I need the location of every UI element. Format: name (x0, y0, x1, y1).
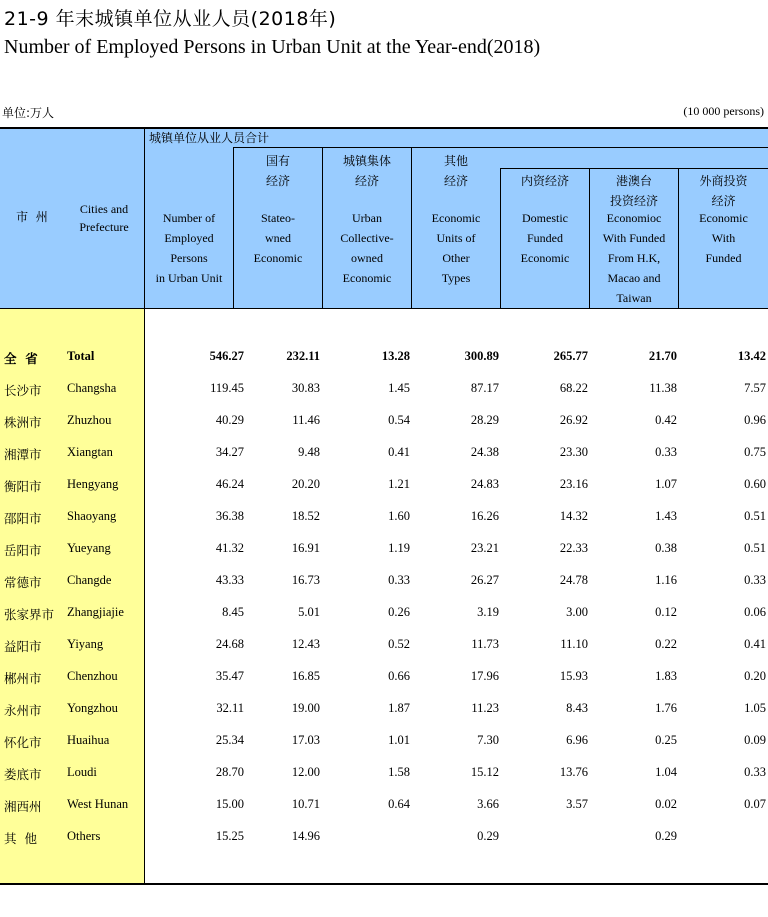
row-value: 17.96 (470, 669, 499, 683)
table-row (0, 599, 768, 631)
row-value: 1.01 (388, 733, 410, 747)
row-value: 0.29 (655, 829, 677, 843)
row-region-cn: 岳阳市 (4, 543, 42, 558)
row-value: 0.22 (655, 637, 677, 651)
unit-label-en: (10 000 persons) (683, 104, 764, 118)
row-region-cn: 张家界市 (4, 607, 55, 622)
row-value: 24.68 (215, 637, 244, 651)
header-collective-en: Economic (342, 271, 392, 285)
header-other-en: Units of (436, 231, 476, 245)
table-row (0, 631, 768, 663)
table-row (0, 759, 768, 791)
row-value: 11.38 (649, 381, 677, 395)
row-region-cn: 株洲市 (4, 415, 42, 430)
rule-v-5 (589, 168, 590, 308)
header-total-en: Number of (162, 211, 216, 225)
row-value: 1.76 (655, 701, 677, 715)
row-value: 11.46 (292, 413, 320, 427)
rule-header-bottom (0, 308, 768, 309)
row-region-en: Huaihua (67, 733, 110, 747)
header-region-cn: 市 州 (16, 210, 48, 224)
header-total-en: Persons (170, 251, 208, 265)
row-value: 24.78 (559, 573, 588, 587)
row-value: 23.21 (470, 541, 499, 555)
table-row (0, 695, 768, 727)
row-value: 0.12 (655, 605, 677, 619)
row-value: 24.83 (470, 477, 499, 491)
header-foreign-en: Funded (705, 251, 742, 265)
row-value: 8.45 (222, 605, 244, 619)
row-value: 16.73 (291, 573, 320, 587)
row-region-en: Loudi (67, 765, 97, 779)
row-value: 5.01 (298, 605, 320, 619)
row-value: 11.23 (471, 701, 499, 715)
header-foreign-en: Economic (699, 211, 748, 225)
header-domestic-en: Economic (520, 251, 570, 265)
row-value: 36.38 (215, 509, 244, 523)
row-value: 1.05 (744, 701, 766, 715)
row-value: 15.12 (470, 765, 499, 779)
header-hmt-en: From H.K, (607, 251, 661, 265)
rule-v-3 (411, 147, 412, 308)
row-value: 32.11 (216, 701, 244, 715)
table-row (0, 503, 768, 535)
row-value: 0.38 (655, 541, 677, 555)
row-value: 8.43 (566, 701, 588, 715)
row-value: 1.19 (388, 541, 410, 555)
row-value: 0.42 (655, 413, 677, 427)
row-value: 3.00 (566, 605, 588, 619)
row-value: 0.09 (744, 733, 766, 747)
row-value: 0.29 (477, 829, 499, 843)
row-value: 265.77 (553, 349, 588, 363)
header-hmt-en: Macao and (607, 271, 661, 285)
row-value: 13.28 (381, 349, 410, 363)
row-value: 0.02 (655, 797, 677, 811)
table-row (0, 791, 768, 823)
row-value: 0.60 (744, 477, 766, 491)
row-region-en: Zhangjiajie (67, 605, 124, 619)
row-value: 23.16 (559, 477, 588, 491)
row-value: 1.87 (388, 701, 410, 715)
header-other-en: Economic (431, 211, 481, 225)
header-region-en-2: Prefecture (79, 220, 129, 234)
row-value: 1.45 (388, 381, 410, 395)
row-value: 24.38 (470, 445, 499, 459)
row-value: 0.33 (744, 765, 766, 779)
row-region-cn: 长沙市 (4, 383, 42, 398)
row-value: 14.32 (559, 509, 588, 523)
row-value: 18.52 (291, 509, 320, 523)
row-value: 20.20 (291, 477, 320, 491)
rule-v-6 (678, 168, 679, 308)
row-value: 34.27 (215, 445, 244, 459)
row-value: 19.00 (291, 701, 320, 715)
row-value: 300.89 (464, 349, 499, 363)
row-region-cn: 永州市 (4, 703, 42, 718)
row-value: 0.52 (388, 637, 410, 651)
table-row (0, 535, 768, 567)
header-hmt-cn: 港澳台 (615, 174, 652, 188)
header-collective-en: Urban (352, 211, 382, 225)
header-domestic-en: Funded (527, 231, 563, 245)
row-region-cn: 衡阳市 (4, 479, 42, 494)
row-region-en: Changde (67, 573, 112, 587)
row-region-en: Yueyang (67, 541, 111, 555)
table-row (0, 343, 768, 375)
row-value: 0.66 (388, 669, 410, 683)
header-foreign-en: With (711, 231, 736, 245)
table-row (0, 663, 768, 695)
header-hmt-cn: 投资经济 (609, 194, 658, 208)
table-row (0, 439, 768, 471)
row-value: 16.26 (470, 509, 499, 523)
rule-v-region (144, 127, 145, 885)
row-value: 7.30 (477, 733, 499, 747)
row-region-cn: 郴州市 (4, 671, 42, 686)
row-value: 3.57 (566, 797, 588, 811)
row-region-en: Yongzhou (67, 701, 118, 715)
header-total-en: in Urban Unit (155, 271, 223, 285)
header-hmt-en: Economioc (606, 211, 662, 225)
table-row (0, 407, 768, 439)
row-region-cn: 全 省 (4, 351, 38, 366)
row-value: 15.93 (559, 669, 588, 683)
header-group-total: 城镇单位从业人员合计 (149, 131, 270, 145)
header-other-cn: 其他 (443, 154, 468, 168)
header-state-en: Economic (253, 251, 303, 265)
row-value: 1.04 (655, 765, 677, 779)
row-value: 0.96 (744, 413, 766, 427)
header-domestic-cn: 内资经济 (520, 174, 569, 188)
header-state-cn: 经济 (265, 174, 290, 188)
header-other-en: Other (442, 251, 470, 265)
row-region-cn: 怀化市 (4, 735, 42, 750)
row-value: 0.51 (744, 541, 766, 555)
row-value: 0.25 (655, 733, 677, 747)
row-value: 14.96 (291, 829, 320, 843)
table-row (0, 375, 768, 407)
row-region-cn: 湘西州 (4, 799, 42, 814)
row-value: 0.41 (388, 445, 410, 459)
header-hmt-en: Taiwan (616, 291, 652, 305)
row-value: 1.16 (655, 573, 677, 587)
row-region-en: Shaoyang (67, 509, 117, 523)
row-value: 17.03 (291, 733, 320, 747)
row-value: 30.83 (291, 381, 320, 395)
row-value: 21.70 (648, 349, 677, 363)
row-value: 1.60 (388, 509, 410, 523)
employment-table (0, 127, 768, 885)
row-value: 3.66 (477, 797, 499, 811)
row-value: 26.27 (470, 573, 499, 587)
row-value: 0.64 (388, 797, 410, 811)
header-collective-en: Collective- (340, 231, 394, 245)
row-region-en: Changsha (67, 381, 117, 395)
row-region-cn: 娄底市 (4, 767, 42, 782)
row-region-cn: 其 他 (4, 831, 37, 846)
row-region-en: Total (67, 349, 95, 363)
rule-group (233, 147, 768, 148)
row-value: 87.17 (470, 381, 499, 395)
row-value: 1.07 (655, 477, 677, 491)
row-region-en: Yiyang (67, 637, 104, 651)
header-collective-cn: 城镇集体 (342, 154, 391, 168)
row-value: 0.20 (744, 669, 766, 683)
row-value: 3.19 (477, 605, 499, 619)
row-value: 7.57 (744, 381, 766, 395)
row-value: 15.00 (215, 797, 244, 811)
row-value: 0.26 (388, 605, 410, 619)
row-value: 0.51 (744, 509, 766, 523)
row-region-en: West Hunan (67, 797, 129, 811)
header-domestic-en: Domestic (522, 211, 568, 225)
row-value: 16.85 (291, 669, 320, 683)
header-other-en: Types (441, 271, 471, 285)
row-value: 28.70 (215, 765, 244, 779)
row-value: 1.21 (388, 477, 410, 491)
row-region-en: Zhuzhou (67, 413, 112, 427)
rule-v-4 (500, 168, 501, 308)
header-state-en: wned (265, 231, 291, 245)
rule-bottom (0, 883, 768, 885)
header-region-en-1: Cities and (79, 202, 129, 216)
row-value: 1.58 (388, 765, 410, 779)
row-value: 43.33 (215, 573, 244, 587)
row-value: 0.33 (388, 573, 410, 587)
row-value: 0.54 (388, 413, 410, 427)
rule-v-1 (233, 147, 234, 308)
row-value: 119.45 (210, 381, 244, 395)
row-value: 0.75 (744, 445, 766, 459)
row-value: 68.22 (559, 381, 588, 395)
row-value: 13.76 (559, 765, 588, 779)
header-state-en: Stateo- (261, 211, 295, 225)
row-value: 546.27 (209, 349, 244, 363)
row-region-cn: 湘潭市 (4, 447, 42, 462)
header-state-cn: 国有 (265, 154, 290, 168)
row-region-cn: 邵阳市 (4, 511, 42, 526)
row-value: 46.24 (215, 477, 244, 491)
row-value: 9.48 (298, 445, 320, 459)
row-value: 1.43 (655, 509, 677, 523)
table-row (0, 567, 768, 599)
row-value: 28.29 (470, 413, 499, 427)
row-value: 26.92 (559, 413, 588, 427)
row-value: 23.30 (559, 445, 588, 459)
row-value: 0.06 (744, 605, 766, 619)
page-title-en: Number of Employed Persons in Urban Unit at the Year-end(2018) (4, 36, 541, 58)
row-value: 41.32 (215, 541, 244, 555)
table-row (0, 471, 768, 503)
rule-top (0, 127, 768, 129)
row-value: 40.29 (215, 413, 244, 427)
row-region-en: Xiangtan (67, 445, 113, 459)
row-value: 232.11 (286, 349, 320, 363)
row-value: 15.25 (215, 829, 244, 843)
rule-v-2 (322, 147, 323, 308)
row-region-en: Hengyang (67, 477, 119, 491)
row-value: 0.41 (744, 637, 766, 651)
row-value: 10.71 (291, 797, 320, 811)
row-value: 12.43 (291, 637, 320, 651)
row-value: 35.47 (215, 669, 244, 683)
header-collective-en: owned (351, 251, 383, 265)
header-other-cn: 经济 (443, 174, 468, 188)
row-region-cn: 益阳市 (4, 639, 42, 654)
header-total-en: Employed (164, 231, 214, 245)
header-collective-cn: 经济 (354, 174, 379, 188)
table-row (0, 823, 768, 855)
unit-label-cn: 单位:万人 (2, 106, 55, 120)
row-region-en: Chenzhou (67, 669, 118, 683)
row-value: 0.33 (655, 445, 677, 459)
row-region-cn: 常德市 (4, 575, 42, 590)
row-value: 0.33 (744, 573, 766, 587)
table-row (0, 727, 768, 759)
row-value: 12.00 (291, 765, 320, 779)
page-title-cn: 21-9 年末城镇单位从业人员(2018年) (4, 8, 337, 30)
row-value: 11.10 (560, 637, 588, 651)
header-foreign-cn: 经济 (711, 194, 736, 208)
row-value: 0.07 (744, 797, 766, 811)
header-hmt-en: With Funded (602, 231, 666, 245)
header-foreign-cn: 外商投资 (699, 174, 748, 188)
row-value: 6.96 (566, 733, 588, 747)
row-value: 11.73 (471, 637, 499, 651)
row-value: 13.42 (737, 349, 766, 363)
row-value: 1.83 (655, 669, 677, 683)
rule-other (500, 168, 768, 169)
row-value: 22.33 (559, 541, 588, 555)
row-value: 16.91 (291, 541, 320, 555)
row-value: 25.34 (215, 733, 244, 747)
row-region-en: Others (67, 829, 101, 843)
